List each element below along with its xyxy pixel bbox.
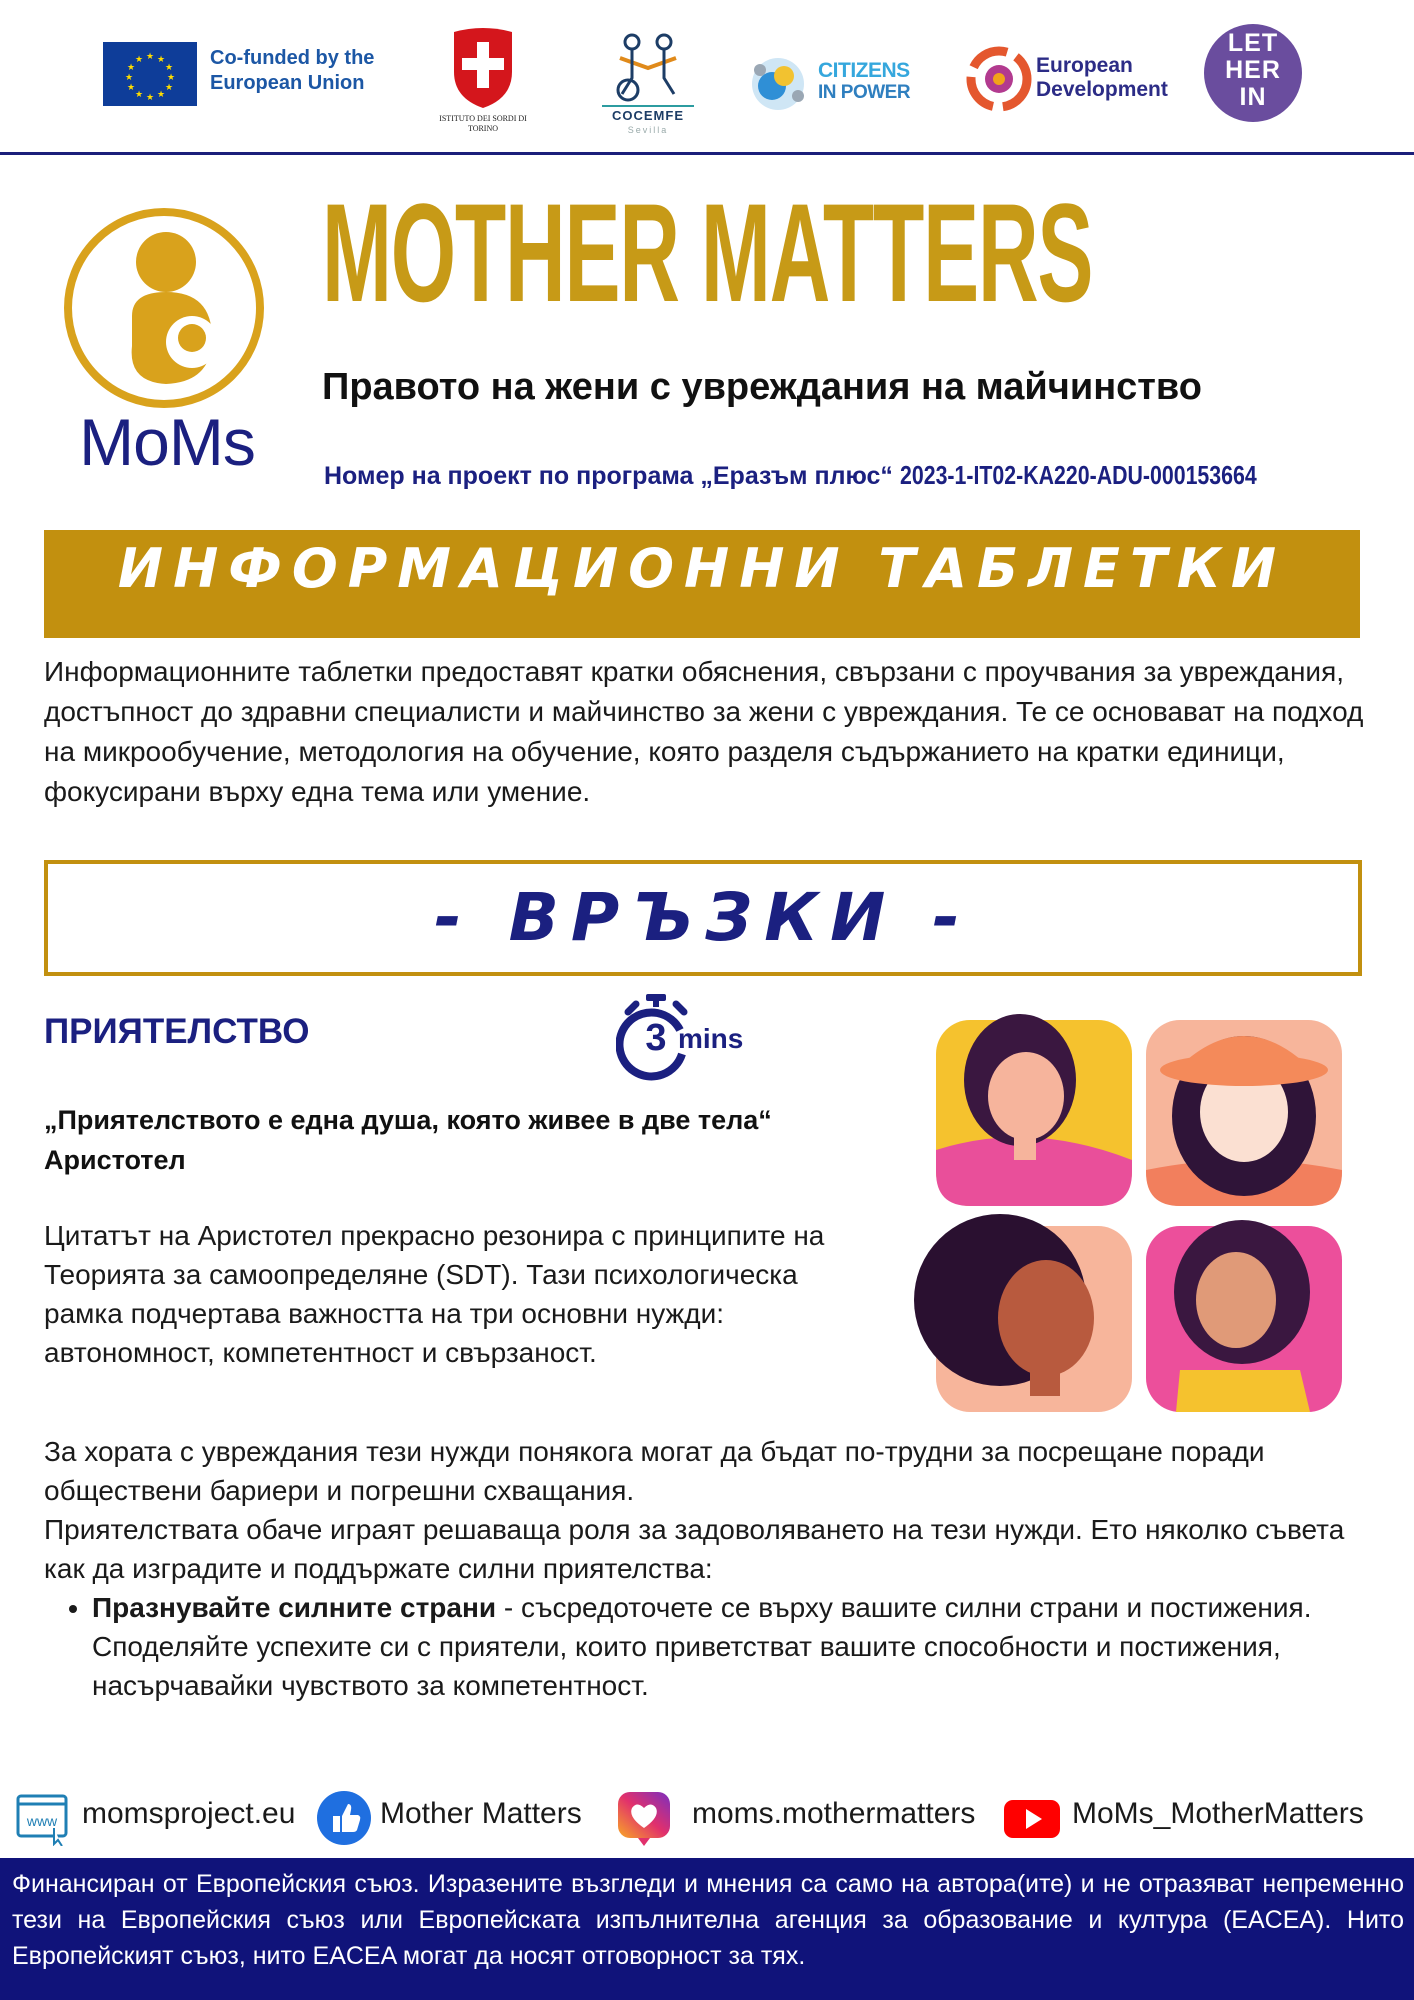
body-paragraph-1: Цитатът на Аристотел прекрасно резонира с принципите на Теорията за самоопределяне (SDT). Тази психологическа рамка подчертава важността на три основни нужди: автономност, компетентност и свързаност. bbox=[44, 1220, 825, 1368]
body-paragraph-2b: Приятелствата обаче играят решаваща роля за задоволяването на тези нужди. Ето няколко съвета как да изградите и поддържате силни приятелства: bbox=[44, 1514, 1345, 1584]
intro-paragraph: Информационните таблетки предоставят кратки обяснения, свързани с проучвания за увреждания, достъпност до здравни специалисти и майчинство за жени с увреждания. Те се основават на подход на микрообучение, методология на обучение, която разделя съдържанието на кратки единици, фокусирани върху една тема или умение. bbox=[44, 656, 1364, 807]
citizens-in-power-icon bbox=[742, 46, 814, 118]
tip-title: Празнувайте силните страни bbox=[92, 1592, 497, 1623]
info-pills-banner-label: ИНФОРМАЦИОННИ ТАБЛЕТКИ bbox=[117, 537, 1287, 600]
quote-text: „Приятелството е една душа, която живее в две тела“ bbox=[44, 1105, 772, 1135]
cocemfe-label: COCEMFE bbox=[612, 108, 684, 123]
instagram-heart-icon bbox=[616, 1790, 672, 1846]
quote-block bbox=[44, 1100, 884, 1180]
tip-text: - съсредоточете се върху вашите силни страни и постижения. Споделяйте успехите си с приятели, които приветстват вашите способности и постижения, насърчавайки чувството за компетентност. bbox=[92, 1592, 1312, 1701]
let-her-in-label: LET HER IN bbox=[1225, 29, 1281, 111]
svg-text:★: ★ bbox=[164, 63, 174, 73]
quote-author: Аристотел bbox=[44, 1145, 186, 1175]
citizens-in-power-label bbox=[818, 60, 910, 104]
eu-cofunded-label: Co-funded by the European Union bbox=[210, 47, 375, 94]
cocemfe-logo bbox=[592, 28, 704, 110]
section-title: - ВРЪЗКИ - bbox=[434, 879, 972, 956]
tips-list bbox=[44, 1588, 1382, 1705]
list-item bbox=[92, 1588, 1382, 1705]
torino-label: ISTITUTO DEI SORDI DI TORINO bbox=[439, 114, 527, 133]
european-development-label: European Development bbox=[1036, 54, 1168, 101]
website-link[interactable]: momsproject.eu bbox=[82, 1797, 296, 1830]
website-icon bbox=[14, 1790, 70, 1846]
timer-number: 3 bbox=[645, 1017, 667, 1059]
youtube-icon bbox=[1004, 1790, 1060, 1846]
svg-text:★: ★ bbox=[156, 90, 166, 100]
body-paragraph-2 bbox=[44, 1432, 1364, 1588]
svg-text:★: ★ bbox=[164, 83, 174, 93]
body-paragraph-2a: За хората с увреждания тези нужди понякога могат да бъдат по-трудни за посрещане поради обществени бариери и погрешни схващания. bbox=[44, 1436, 1265, 1506]
torino-shield-logo bbox=[450, 26, 516, 110]
page-title: MOTHER MATTERS bbox=[322, 174, 1093, 331]
youtube-link[interactable]: MoMs_MotherMatters bbox=[1072, 1797, 1364, 1830]
svg-text:★: ★ bbox=[124, 73, 134, 83]
svg-text:★: ★ bbox=[134, 55, 144, 65]
website-icon-text: www bbox=[26, 1813, 58, 1829]
svg-text:★: ★ bbox=[145, 93, 155, 103]
eu-flag-icon bbox=[103, 42, 197, 106]
project-code: 2023-1-IT02-KA220-ADU-000153664 bbox=[899, 460, 1257, 490]
timer-unit: mins bbox=[678, 1023, 744, 1054]
cocemfe-sub-label: Sevilla bbox=[627, 125, 669, 135]
eu-disclaimer: Финансиран от Европейския съюз. Изразените възгледи и мнения са само на автора(ите) и не отразяват непременно тези на Европейския съюз или Европейската изпълнителна агенция за образование и култура (EACEA). Нито Европейският съюз, нито EACEA могат да носят отговорност за тях. bbox=[12, 1870, 1404, 1970]
svg-text:★: ★ bbox=[166, 73, 176, 83]
moms-logo-text: MoMs bbox=[79, 405, 255, 479]
facebook-like-icon bbox=[316, 1790, 372, 1846]
project-number bbox=[324, 460, 1335, 491]
moms-logo-icon bbox=[62, 206, 266, 410]
topic-heading: ПРИЯТЕЛСТВО bbox=[44, 1012, 310, 1051]
friends-illustration bbox=[880, 1000, 1350, 1420]
citizens-line2: IN POWER bbox=[818, 82, 911, 103]
timer-icon bbox=[616, 990, 766, 1086]
svg-text:★: ★ bbox=[145, 52, 155, 62]
european-development-icon bbox=[964, 44, 1034, 114]
svg-text:★: ★ bbox=[126, 83, 136, 93]
project-label: Номер на проект по програма „Еразъм плюс“ bbox=[324, 462, 893, 490]
svg-text:★: ★ bbox=[156, 55, 166, 65]
svg-text:★: ★ bbox=[126, 63, 136, 73]
instagram-link[interactable]: moms.mothermatters bbox=[692, 1797, 976, 1830]
facebook-link[interactable]: Mother Matters bbox=[380, 1797, 582, 1830]
header-divider bbox=[0, 152, 1414, 155]
svg-text:★: ★ bbox=[134, 90, 144, 100]
page-subtitle: Правото на жени с увреждания на майчинство bbox=[322, 366, 1202, 408]
citizens-line1: CITIZENS bbox=[818, 59, 910, 82]
